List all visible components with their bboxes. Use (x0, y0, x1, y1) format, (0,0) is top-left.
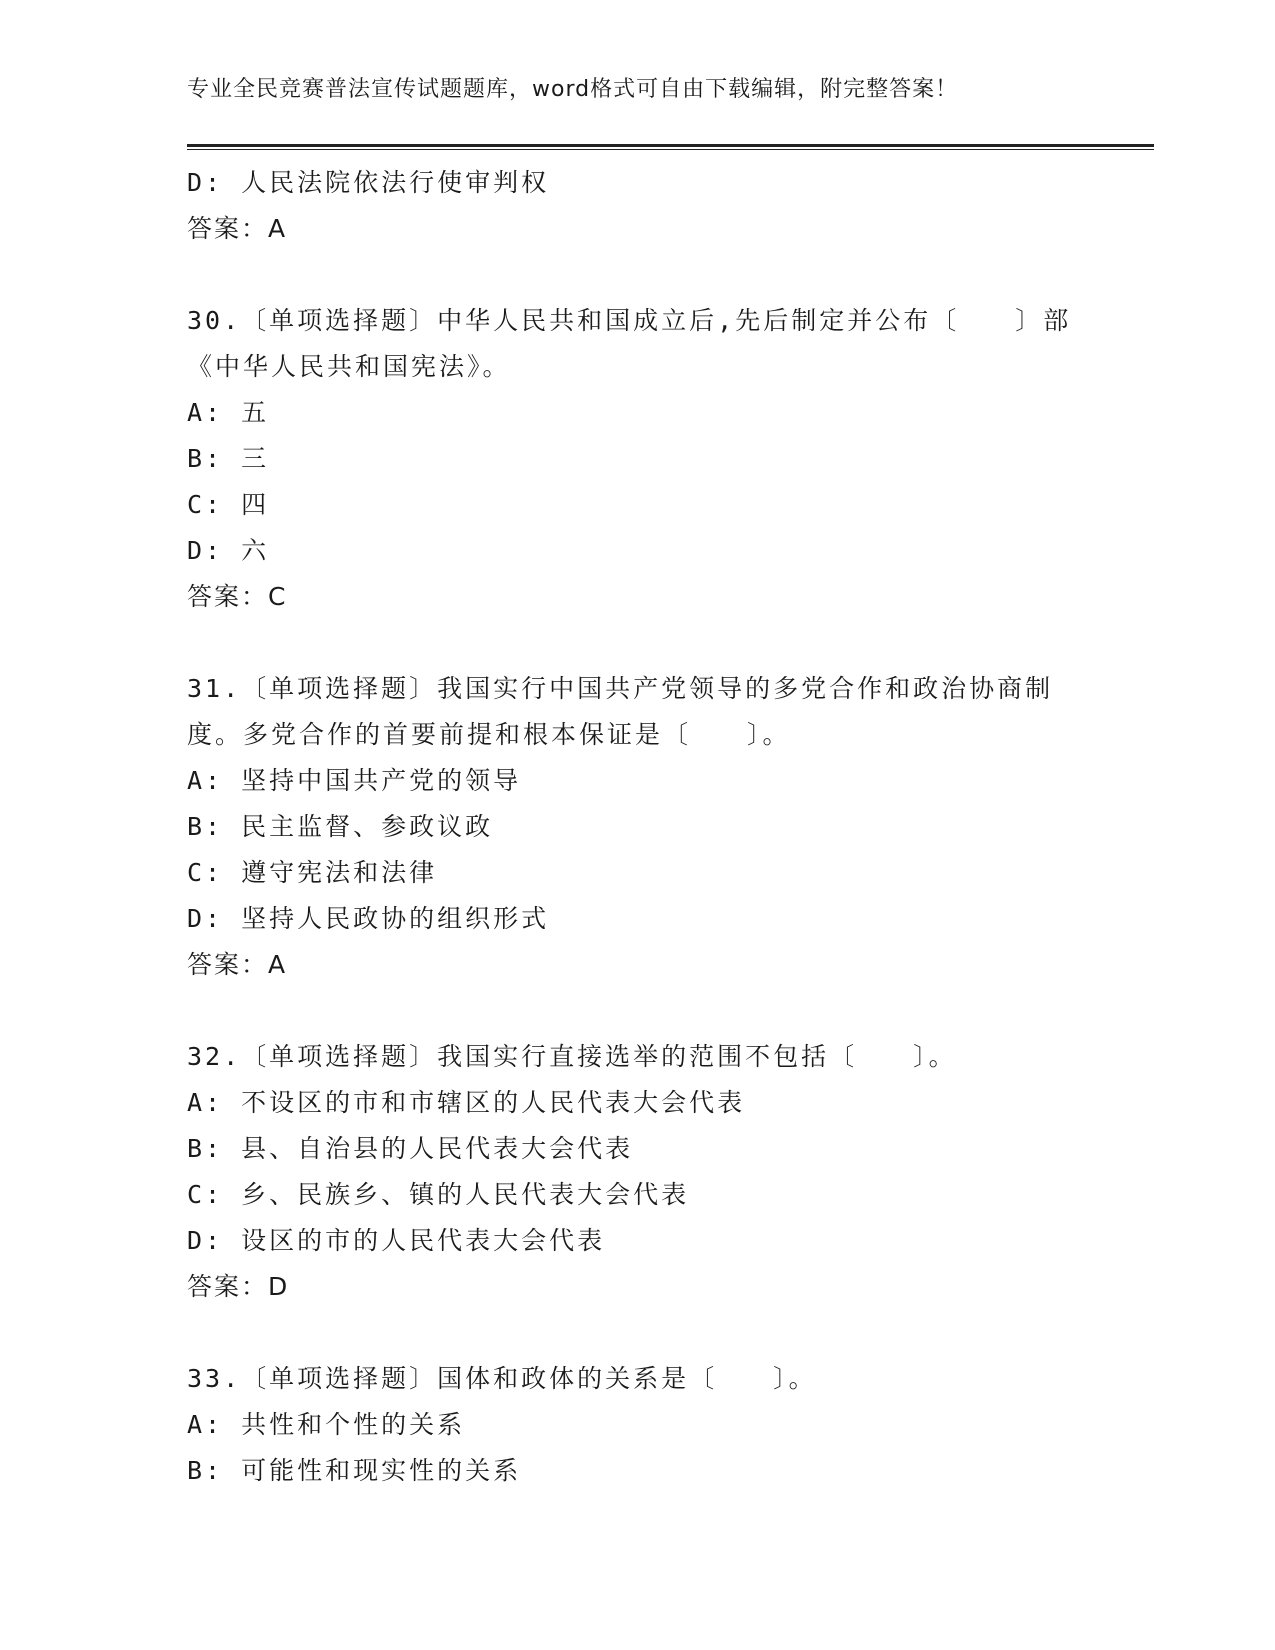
option-b: B: 民主监督、参政议政 (187, 812, 494, 841)
option-a: A: 共性和个性的关系 (187, 1410, 466, 1439)
question-stem: 30.〔单项选择题〕中华人民共和国成立后,先后制定并公布〔 〕部 (187, 306, 1072, 335)
option-b: B: 可能性和现实性的关系 (187, 1456, 522, 1485)
answer-line: 答案：A (187, 950, 288, 979)
answer-line: 答案：C (187, 582, 288, 611)
answer-line: 答案：D (187, 1272, 290, 1301)
header-divider (187, 144, 1154, 150)
option-d: D: 人民法院依法行使审判权 (187, 168, 550, 197)
question-stem: 度。多党合作的首要前提和根本保证是〔 〕。 (187, 720, 791, 749)
question-stem: 《中华人民共和国宪法》。 (187, 352, 511, 381)
option-c: C: 四 (187, 490, 270, 519)
question-31 (187, 666, 1087, 988)
question-30 (187, 298, 1087, 620)
spacer (187, 1310, 1087, 1356)
option-a: A: 五 (187, 398, 270, 427)
question-stem: 32.〔单项选择题〕我国实行直接选举的范围不包括〔 〕。 (187, 1042, 957, 1071)
option-b: B: 县、自治县的人民代表大会代表 (187, 1134, 634, 1163)
question-32 (187, 1034, 1087, 1310)
answer-line: 答案：A (187, 214, 288, 243)
carryover-block (187, 160, 1087, 252)
page-header: 专业全民竞赛普法宣传试题题库，word格式可自由下载编辑，附完整答案！ (187, 77, 959, 102)
option-c: C: 遵守宪法和法律 (187, 858, 438, 887)
option-a: A: 坚持中国共产党的领导 (187, 766, 522, 795)
question-33 (187, 1356, 1087, 1494)
option-c: C: 乡、民族乡、镇的人民代表大会代表 (187, 1180, 690, 1209)
question-stem: 31.〔单项选择题〕我国实行中国共产党领导的多党合作和政治协商制 (187, 674, 1054, 703)
option-d: D: 设区的市的人民代表大会代表 (187, 1226, 606, 1255)
spacer (187, 620, 1087, 666)
option-d: D: 六 (187, 536, 270, 565)
question-list (187, 160, 1087, 1494)
option-d: D: 坚持人民政协的组织形式 (187, 904, 550, 933)
question-stem: 33.〔单项选择题〕国体和政体的关系是〔 〕。 (187, 1364, 817, 1393)
option-a: A: 不设区的市和市辖区的人民代表大会代表 (187, 1088, 746, 1117)
option-b: B: 三 (187, 444, 270, 473)
spacer (187, 252, 1087, 298)
spacer (187, 988, 1087, 1034)
